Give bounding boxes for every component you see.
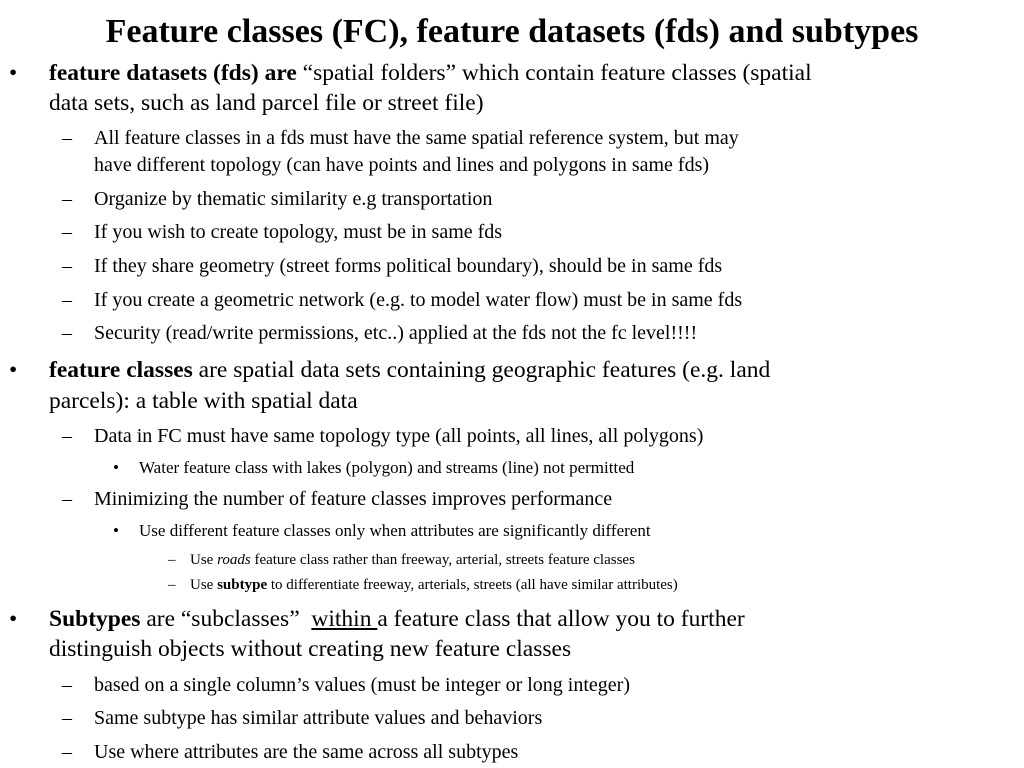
fc-subpoint-water bbox=[113, 457, 635, 479]
bullet-text: a feature class that allow you to further bbox=[377, 606, 745, 632]
underlined-within: within bbox=[311, 606, 378, 632]
dash-marker: – bbox=[62, 322, 72, 344]
point-text: Use bbox=[190, 577, 218, 593]
bullet-subtypes bbox=[9, 604, 745, 634]
point-text: Same subtype has similar attribute values and behaviors bbox=[94, 707, 543, 729]
dash-marker: – bbox=[62, 707, 72, 729]
point-text: Data in FC must have same topology type (all points, all lines, all polygons) bbox=[94, 425, 704, 447]
fds-point-network bbox=[62, 287, 743, 314]
bullet-text: distinguish objects without creating new feature classes bbox=[49, 636, 572, 662]
point-text: If they share geometry (street forms political boundary), should be in same fds bbox=[94, 255, 723, 277]
bullet-feature-datasets-continuation bbox=[49, 88, 484, 118]
fc-detail-subtype bbox=[168, 574, 678, 596]
point-text: Water feature class with lakes (polygon) and streams (line) not permitted bbox=[139, 458, 635, 477]
point-text: Organize by thematic similarity e.g transportation bbox=[94, 188, 493, 210]
fc-detail-roads bbox=[168, 549, 635, 571]
point-text: Minimizing the number of feature classes improves performance bbox=[94, 488, 613, 510]
point-text: based on a single column’s values (must be integer or long integer) bbox=[94, 674, 630, 696]
bullet-marker: • bbox=[113, 458, 119, 477]
term-subtype: subtype bbox=[217, 577, 268, 593]
point-text: Security (read/write permissions, etc..) applied at the fds not the fc level!!!! bbox=[94, 322, 698, 344]
bullet-marker: • bbox=[9, 60, 18, 86]
point-text: Use where attributes are the same across all subtypes bbox=[94, 741, 519, 763]
bullet-text: are “subclasses” bbox=[140, 606, 312, 632]
bullet-text: are spatial data sets containing geographic features (e.g. land bbox=[192, 357, 771, 383]
bullet-text: data sets, such as land parcel file or street file) bbox=[49, 90, 484, 116]
bullet-marker: • bbox=[9, 606, 18, 632]
point-text: If you wish to create topology, must be in same fds bbox=[94, 221, 503, 243]
dash-marker: – bbox=[168, 577, 176, 593]
bullet-marker: • bbox=[113, 521, 119, 540]
bullet-feature-classes-continuation bbox=[49, 386, 358, 416]
bullet-subtypes-continuation bbox=[49, 634, 571, 664]
subtypes-point-column bbox=[62, 672, 630, 699]
dash-marker: – bbox=[62, 255, 72, 277]
term-feature-classes: feature classes bbox=[49, 357, 193, 383]
point-text: feature class rather than freeway, arterial, streets feature classes bbox=[250, 552, 635, 568]
bullet-text: “spatial folders” which contain feature classes (spatial bbox=[296, 60, 812, 86]
subtypes-point-same-attributes bbox=[62, 739, 519, 766]
point-text: Use bbox=[190, 552, 218, 568]
dash-marker: – bbox=[62, 188, 72, 210]
dash-marker: – bbox=[62, 488, 72, 510]
dash-marker: – bbox=[168, 552, 176, 568]
bullet-marker: • bbox=[9, 357, 18, 383]
point-text: If you create a geometric network (e.g. to model water flow) must be in same fds bbox=[94, 289, 743, 311]
dash-marker: – bbox=[62, 425, 72, 447]
fds-point-topology bbox=[62, 219, 503, 246]
fds-point-geometry bbox=[62, 253, 723, 280]
dash-marker: – bbox=[62, 289, 72, 311]
dash-marker: – bbox=[62, 741, 72, 763]
bullet-text: parcels): a table with spatial data bbox=[49, 388, 358, 414]
dash-marker: – bbox=[62, 221, 72, 243]
point-text: to differentiate freeway, arterials, streets (all have similar attributes) bbox=[267, 577, 678, 593]
term-subtypes: Subtypes bbox=[49, 606, 141, 632]
page-title: Feature classes (FC), feature datasets (fds) and subtypes bbox=[105, 13, 919, 50]
subtypes-point-behaviors bbox=[62, 705, 543, 732]
term-roads: roads bbox=[217, 552, 251, 568]
fds-point-reference-system-continuation bbox=[94, 152, 709, 179]
dash-marker: – bbox=[62, 674, 72, 696]
fc-subpoint-different-classes bbox=[113, 520, 651, 542]
term-feature-datasets: feature datasets (fds) are bbox=[49, 60, 297, 86]
point-text: have different topology (can have points and lines and polygons in same fds) bbox=[94, 154, 710, 176]
bullet-feature-datasets bbox=[9, 58, 812, 88]
fc-point-topology-type bbox=[62, 423, 704, 450]
bullet-feature-classes bbox=[9, 355, 771, 385]
fds-point-thematic bbox=[62, 186, 493, 213]
fds-point-reference-system bbox=[62, 125, 739, 152]
dash-marker: – bbox=[62, 127, 72, 149]
point-text: All feature classes in a fds must have the same spatial reference system, but may bbox=[94, 127, 739, 149]
fc-point-performance bbox=[62, 486, 613, 513]
fds-point-security bbox=[62, 320, 698, 347]
point-text: Use different feature classes only when attributes are significantly different bbox=[139, 521, 651, 540]
